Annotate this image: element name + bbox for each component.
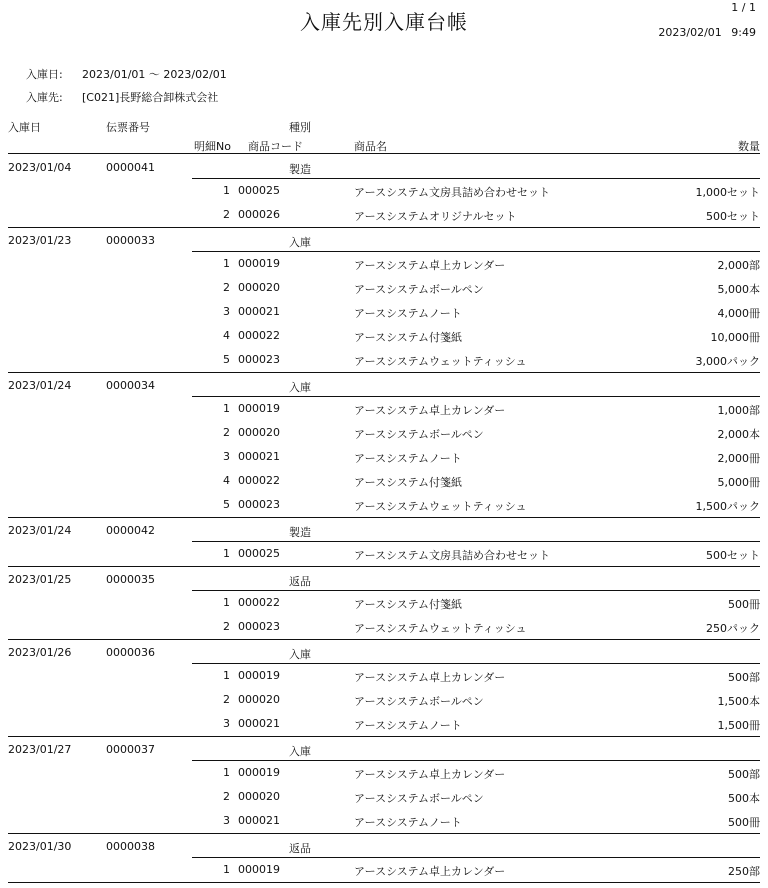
destination-value: [C021]長野総合卸株式会社 bbox=[82, 91, 219, 104]
header-product-code: 商品コード bbox=[248, 140, 303, 153]
line-no: 1 bbox=[223, 547, 230, 560]
group-slip-no: 0000042 bbox=[106, 524, 155, 537]
destination-condition bbox=[26, 89, 218, 105]
line-no: 3 bbox=[223, 814, 230, 827]
line-no: 2 bbox=[223, 426, 230, 439]
table-row bbox=[8, 493, 760, 517]
product-name: アースシステムウェットティッシュ bbox=[354, 622, 527, 635]
line-no: 2 bbox=[223, 281, 230, 294]
table-row bbox=[8, 664, 760, 688]
product-name: アースシステムウェットティッシュ bbox=[354, 355, 527, 368]
group-type: 返品 bbox=[289, 575, 311, 588]
product-name: アースシステムオリジナルセット bbox=[354, 210, 517, 223]
period-label: 入庫日: bbox=[26, 68, 63, 81]
table-row bbox=[8, 688, 760, 712]
group-date: 2023/01/04 bbox=[8, 161, 72, 174]
product-name: アースシステム卓上カレンダー bbox=[354, 768, 506, 781]
header-date: 入庫日 bbox=[8, 121, 41, 134]
group-slip-no: 0000041 bbox=[106, 161, 155, 174]
product-name: アースシステムボールペン bbox=[354, 792, 484, 805]
product-name: アースシステムボールペン bbox=[354, 428, 484, 441]
group-type: 製造 bbox=[289, 526, 311, 539]
printed-datetime: 2023/02/01 9:49 bbox=[658, 26, 756, 39]
line-no: 5 bbox=[223, 353, 230, 366]
table-row bbox=[8, 761, 760, 785]
group-slip-no: 0000034 bbox=[106, 379, 155, 392]
header-slip-no: 伝票番号 bbox=[106, 121, 150, 134]
line-no: 1 bbox=[223, 669, 230, 682]
product-name: アースシステムノート bbox=[354, 719, 462, 732]
group-header bbox=[8, 228, 760, 252]
product-code: 000020 bbox=[238, 426, 280, 439]
group-slip-no: 0000037 bbox=[106, 743, 155, 756]
header-line-no: 明細No bbox=[194, 140, 231, 153]
product-name: アースシステムノート bbox=[354, 816, 462, 829]
quantity: 1,000部 bbox=[717, 404, 760, 417]
receipt-group bbox=[8, 640, 760, 737]
table-row bbox=[8, 542, 760, 566]
product-name: アースシステム文房具詰め合わせセット bbox=[354, 549, 551, 562]
product-name: アースシステム付箋紙 bbox=[354, 331, 463, 344]
quantity: 1,500本 bbox=[717, 695, 760, 708]
product-code: 000022 bbox=[238, 329, 280, 342]
table-row bbox=[8, 712, 760, 736]
receipt-group bbox=[8, 518, 760, 567]
product-name: アースシステムボールペン bbox=[354, 695, 484, 708]
group-slip-no: 0000038 bbox=[106, 840, 155, 853]
product-code: 000025 bbox=[238, 184, 280, 197]
group-header bbox=[8, 737, 760, 761]
quantity: 500セット bbox=[706, 549, 760, 562]
group-type: 入庫 bbox=[289, 381, 311, 394]
product-code: 000023 bbox=[238, 620, 280, 633]
table-row bbox=[8, 615, 760, 639]
header-type: 種別 bbox=[289, 121, 311, 134]
quantity: 2,000本 bbox=[717, 428, 760, 441]
group-slip-no: 0000033 bbox=[106, 234, 155, 247]
product-name: アースシステム文房具詰め合わせセット bbox=[354, 186, 551, 199]
group-date: 2023/01/26 bbox=[8, 646, 72, 659]
product-code: 000021 bbox=[238, 717, 280, 730]
product-name: アースシステム卓上カレンダー bbox=[354, 259, 506, 272]
line-no: 4 bbox=[223, 329, 230, 342]
group-date: 2023/01/23 bbox=[8, 234, 72, 247]
table-row bbox=[8, 203, 760, 227]
product-name: アースシステム卓上カレンダー bbox=[354, 671, 506, 684]
quantity: 500本 bbox=[728, 792, 760, 805]
product-code: 000023 bbox=[238, 353, 280, 366]
line-no: 2 bbox=[223, 620, 230, 633]
quantity: 250パック bbox=[706, 622, 760, 635]
group-type: 製造 bbox=[289, 163, 311, 176]
quantity: 500セット bbox=[706, 210, 760, 223]
group-type: 入庫 bbox=[289, 236, 311, 249]
group-header bbox=[8, 640, 760, 664]
line-no: 5 bbox=[223, 498, 230, 511]
product-name: アースシステムノート bbox=[354, 307, 462, 320]
quantity: 2,000部 bbox=[717, 259, 760, 272]
product-code: 000020 bbox=[238, 790, 280, 803]
line-no: 3 bbox=[223, 717, 230, 730]
group-header bbox=[8, 518, 760, 542]
table-row bbox=[8, 252, 760, 276]
product-code: 000021 bbox=[238, 450, 280, 463]
group-header bbox=[8, 567, 760, 591]
quantity: 2,000冊 bbox=[717, 452, 760, 465]
quantity: 500部 bbox=[728, 671, 760, 684]
group-type: 返品 bbox=[289, 842, 311, 855]
quantity: 500冊 bbox=[728, 598, 760, 611]
product-name: アースシステム付箋紙 bbox=[354, 598, 463, 611]
product-code: 000022 bbox=[238, 474, 280, 487]
product-code: 000021 bbox=[238, 814, 280, 827]
line-no: 1 bbox=[223, 402, 230, 415]
product-name: アースシステム卓上カレンダー bbox=[354, 865, 506, 878]
page-number: 1 / 1 bbox=[731, 1, 756, 14]
quantity: 250部 bbox=[728, 865, 760, 878]
table-row bbox=[8, 348, 760, 372]
quantity: 500部 bbox=[728, 768, 760, 781]
product-name: アースシステム付箋紙 bbox=[354, 476, 463, 489]
group-slip-no: 0000036 bbox=[106, 646, 155, 659]
table-row bbox=[8, 300, 760, 324]
group-date: 2023/01/30 bbox=[8, 840, 72, 853]
table-row bbox=[8, 421, 760, 445]
period-condition bbox=[26, 66, 227, 82]
receipt-group bbox=[8, 373, 760, 518]
quantity: 10,000冊 bbox=[710, 331, 760, 344]
line-no: 3 bbox=[223, 305, 230, 318]
receipt-group bbox=[8, 737, 760, 834]
product-code: 000025 bbox=[238, 547, 280, 560]
line-no: 2 bbox=[223, 693, 230, 706]
product-code: 000021 bbox=[238, 305, 280, 318]
product-name: アースシステム卓上カレンダー bbox=[354, 404, 506, 417]
quantity: 4,000冊 bbox=[717, 307, 760, 320]
quantity: 1,500冊 bbox=[717, 719, 760, 732]
table-row bbox=[8, 276, 760, 300]
table-header bbox=[8, 117, 760, 154]
line-no: 3 bbox=[223, 450, 230, 463]
product-code: 000020 bbox=[238, 693, 280, 706]
product-code: 000019 bbox=[238, 669, 280, 682]
product-code: 000022 bbox=[238, 596, 280, 609]
line-no: 1 bbox=[223, 766, 230, 779]
receipt-group bbox=[8, 228, 760, 373]
product-name: アースシステムノート bbox=[354, 452, 462, 465]
group-date: 2023/01/24 bbox=[8, 524, 72, 537]
product-name: アースシステムボールペン bbox=[354, 283, 484, 296]
period-value: 2023/01/01 ～ 2023/02/01 bbox=[82, 68, 227, 81]
quantity: 500冊 bbox=[728, 816, 760, 829]
table-row bbox=[8, 179, 760, 203]
product-code: 000019 bbox=[238, 766, 280, 779]
header-quantity: 数量 bbox=[738, 140, 760, 153]
table-row bbox=[8, 591, 760, 615]
receipt-groups bbox=[8, 155, 760, 883]
receipt-group bbox=[8, 834, 760, 883]
table-row bbox=[8, 324, 760, 348]
line-no: 4 bbox=[223, 474, 230, 487]
group-header bbox=[8, 155, 760, 179]
quantity: 1,500パック bbox=[695, 500, 760, 513]
line-no: 2 bbox=[223, 790, 230, 803]
product-code: 000023 bbox=[238, 498, 280, 511]
line-no: 2 bbox=[223, 208, 230, 221]
quantity: 3,000パック bbox=[695, 355, 760, 368]
line-no: 1 bbox=[223, 257, 230, 270]
group-date: 2023/01/25 bbox=[8, 573, 72, 586]
header-product-name: 商品名 bbox=[354, 140, 387, 153]
table-row bbox=[8, 445, 760, 469]
product-code: 000019 bbox=[238, 402, 280, 415]
report-title: 入庫先別入庫台帳 bbox=[300, 10, 468, 34]
destination-label: 入庫先: bbox=[26, 91, 63, 104]
group-type: 入庫 bbox=[289, 745, 311, 758]
table-row bbox=[8, 809, 760, 833]
product-name: アースシステムウェットティッシュ bbox=[354, 500, 527, 513]
group-header bbox=[8, 834, 760, 858]
receipt-group bbox=[8, 567, 760, 640]
table-row bbox=[8, 469, 760, 493]
product-code: 000026 bbox=[238, 208, 280, 221]
table-row bbox=[8, 785, 760, 809]
line-no: 1 bbox=[223, 184, 230, 197]
product-code: 000020 bbox=[238, 281, 280, 294]
quantity: 5,000本 bbox=[717, 283, 760, 296]
table-row bbox=[8, 858, 760, 882]
table-row bbox=[8, 397, 760, 421]
group-date: 2023/01/24 bbox=[8, 379, 72, 392]
group-header bbox=[8, 373, 760, 397]
quantity: 5,000冊 bbox=[717, 476, 760, 489]
product-code: 000019 bbox=[238, 257, 280, 270]
line-no: 1 bbox=[223, 596, 230, 609]
group-slip-no: 0000035 bbox=[106, 573, 155, 586]
group-type: 入庫 bbox=[289, 648, 311, 661]
receipt-group bbox=[8, 155, 760, 228]
line-no: 1 bbox=[223, 863, 230, 876]
group-date: 2023/01/27 bbox=[8, 743, 72, 756]
product-code: 000019 bbox=[238, 863, 280, 876]
quantity: 1,000セット bbox=[695, 186, 760, 199]
